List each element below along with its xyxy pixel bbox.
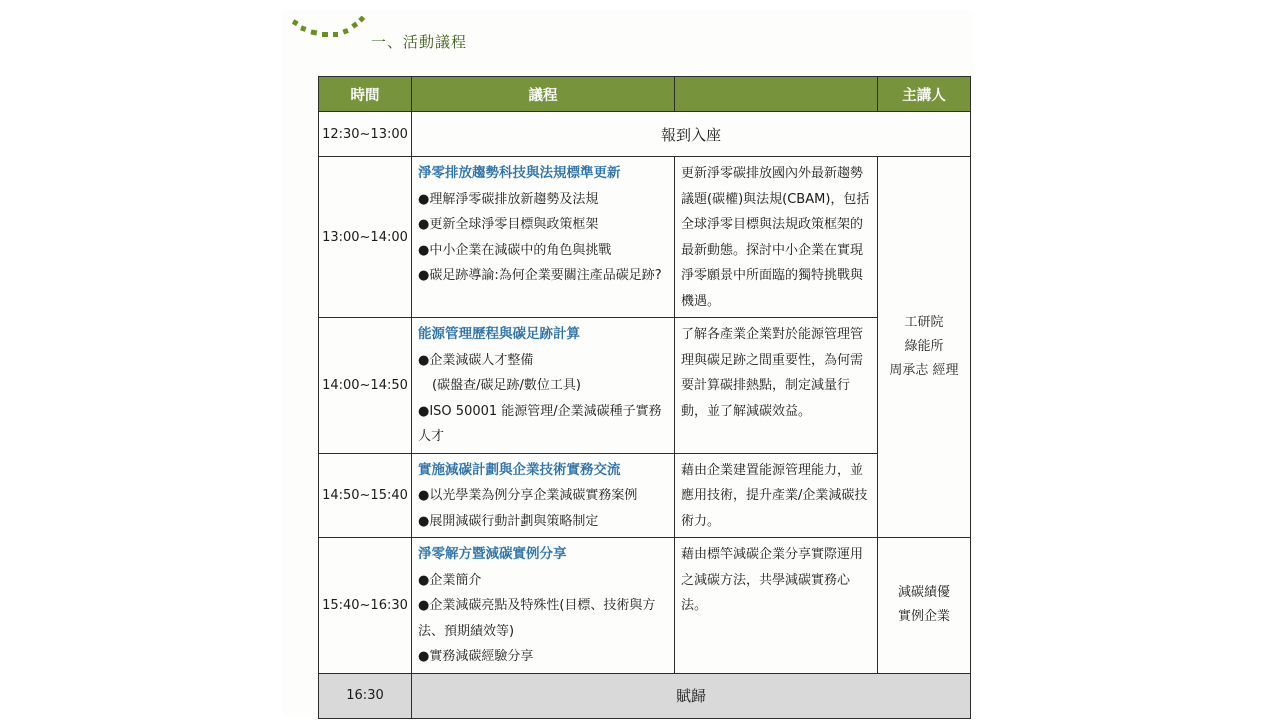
description-cell: 藉由標竿減碳企業分享實際運用之減碳方法，共學減碳實務心法。	[675, 538, 878, 674]
closing-row	[319, 673, 971, 718]
description-cell: 了解各產業企業對於能源管理管理與碳足跡之間重要性，為何需要計算碳排熱點，制定減量行動，並了解減碳效益。	[675, 318, 878, 454]
session-title: 淨零解方暨減碳實例分享	[418, 546, 567, 562]
session-title: 實施減碳計劃與企業技術實務交流	[418, 461, 621, 478]
agenda-cell	[412, 157, 675, 318]
agenda-cell	[412, 453, 675, 538]
section-title: 一、活動議程	[371, 33, 468, 51]
description-cell: 藉由企業建置能源管理能力，並應用技術，提升產業/企業減碳技術力。	[675, 453, 878, 538]
decorative-dots-icon	[292, 16, 372, 46]
speaker-name: 周承志 經理	[889, 363, 959, 378]
table-row	[319, 453, 971, 538]
header-time: 時間	[319, 77, 412, 112]
registration-row	[319, 112, 971, 157]
list-item: ●理解淨零碳排放新趨勢及法規	[418, 191, 599, 207]
list-item: ●企業減碳人才整備	[418, 352, 534, 368]
table-row	[319, 538, 971, 674]
list-item: ●以光學業為例分享企業減碳實務案例	[418, 488, 638, 503]
time-cell: 14:00~14:50	[319, 318, 412, 454]
list-item: ●展開減碳行動計劃與策略制定	[418, 513, 599, 529]
table-header-row	[319, 77, 971, 112]
registration-label: 報到入座	[412, 112, 971, 157]
speaker-cell	[878, 157, 971, 538]
header-agenda: 議程	[412, 77, 675, 112]
header-speaker: 主講人	[878, 77, 971, 112]
description-cell: 更新淨零碳排放國內外最新趨勢議題(碳權)與法規(CBAM)，包括全球淨零目標與法規政策框架的最新動態。探討中小企業在實現淨零願景中所面臨的獨特挑戰與機遇。	[675, 157, 878, 318]
agenda-table	[318, 76, 971, 719]
time-cell: 13:00~14:00	[319, 157, 412, 318]
list-item: ●ISO 50001 能源管理/企業減碳種子實務人才	[418, 403, 662, 444]
list-item: ●企業簡介	[418, 572, 482, 588]
session-title: 能源管理歷程與碳足跡計算	[418, 326, 580, 342]
list-item: (碳盤查/碳足跡/數位工具)	[432, 378, 581, 393]
agenda-cell	[412, 318, 675, 454]
list-item: ●企業減碳亮點及特殊性(目標、技術與方法、預期績效等)	[418, 598, 656, 639]
speaker-cell	[878, 538, 971, 674]
time-cell: 12:30~13:00	[319, 112, 412, 157]
speaker-line: 減碳績優	[897, 585, 950, 601]
list-item: ●更新全球淨零目標與政策框架	[418, 217, 599, 232]
session-title: 淨零排放趨勢科技與法規標準更新	[418, 165, 621, 181]
speaker-unit: 綠能所	[904, 339, 944, 354]
speaker-line: 實例企業	[897, 609, 950, 625]
list-item: ●實務減碳經驗分享	[418, 649, 534, 664]
agenda-cell	[412, 538, 675, 674]
table-row	[319, 318, 971, 454]
closing-label: 賦歸	[412, 673, 971, 718]
time-cell: 14:50~15:40	[319, 453, 412, 538]
time-cell: 15:40~16:30	[319, 538, 412, 674]
time-cell: 16:30	[319, 673, 412, 718]
table-row	[319, 157, 971, 318]
list-item: ●中小企業在減碳中的角色與挑戰	[418, 242, 612, 258]
list-item: ●碳足跡導論:為何企業要關注產品碳足跡?	[418, 268, 662, 283]
header-description	[675, 77, 878, 112]
speaker-org: 工研院	[904, 315, 944, 330]
